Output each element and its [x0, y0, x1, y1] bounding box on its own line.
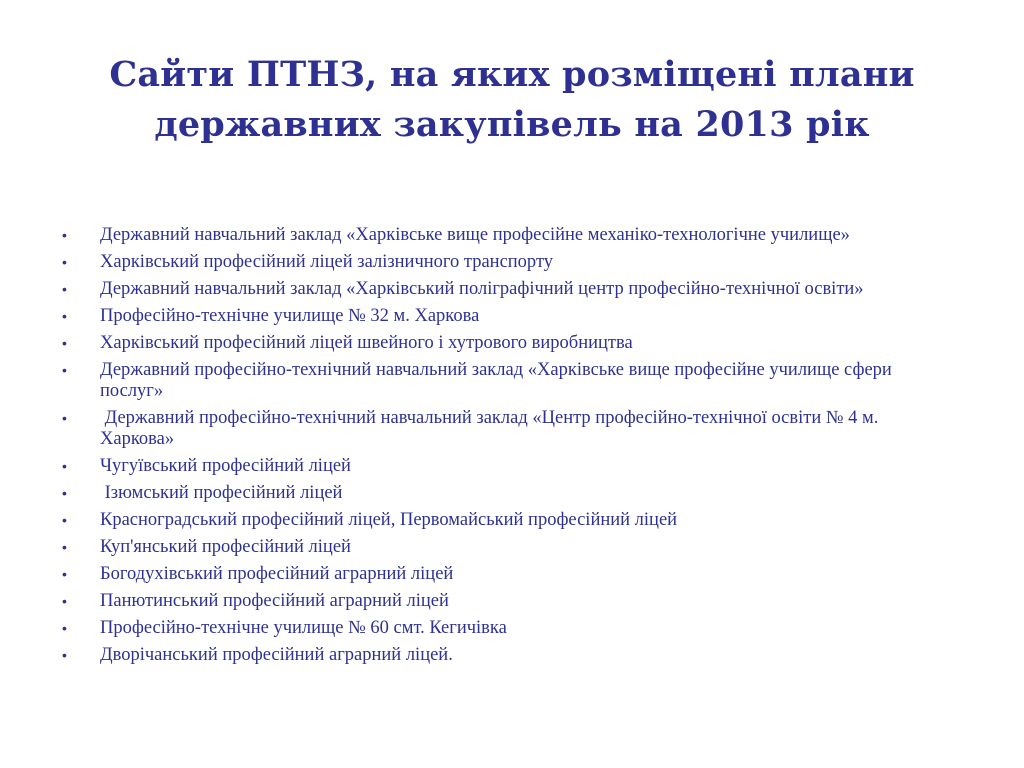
- bullet-icon: •: [62, 362, 67, 378]
- bullet-icon: •: [62, 512, 67, 528]
- bullet-icon: •: [62, 227, 67, 243]
- list-item: [60, 306, 940, 327]
- bullet-icon: •: [62, 410, 67, 426]
- institutions-list: [60, 225, 940, 672]
- list-item-text: Куп'янський професійний ліцей: [100, 537, 351, 557]
- list-item: [60, 645, 940, 666]
- list-item: [60, 564, 940, 585]
- slide-title: [60, 50, 964, 150]
- list-item-text: Чугуївський професійний ліцей: [100, 456, 351, 476]
- list-item: [60, 456, 940, 477]
- list-item-text: Панютинський професійний аграрний ліцей: [100, 591, 449, 611]
- slide-title-line-1: Сайти ПТНЗ, на яких розміщені плани: [109, 54, 915, 95]
- bullet-icon: •: [62, 458, 67, 474]
- list-item-text: Дворічанський професійний аграрний ліцей.: [100, 645, 453, 665]
- list-item-text: Харківський професійний ліцей швейного і хутрового виробництва: [100, 333, 633, 353]
- list-item: [60, 510, 940, 531]
- list-item: [60, 618, 940, 639]
- list-item: [60, 360, 940, 402]
- list-item: [60, 225, 940, 246]
- list-item: [60, 537, 940, 558]
- list-item-text: Богодухівський професійний аграрний ліцей: [100, 564, 454, 584]
- list-item-text: Державний професійно-технічний навчальний заклад «Харківське вище професійне училище сфери послуг»: [100, 360, 897, 401]
- bullet-icon: •: [62, 539, 67, 555]
- list-item: [60, 333, 940, 354]
- list-item-text: Державний навчальний заклад «Харківське вище професійне механіко-технологічне училище»: [100, 225, 850, 245]
- bullet-icon: •: [62, 620, 67, 636]
- list-item-text: Державний професійно-технічний навчальний заклад «Центр професійно-технічної освіти № 4 м. Харкова»: [100, 408, 883, 449]
- list-item-text: Професійно-технічне училище № 32 м. Харкова: [100, 306, 480, 326]
- list-item: [60, 279, 940, 300]
- list-item-text: Харківський професійний ліцей залізничного транспорту: [100, 252, 554, 272]
- list-item-text: Державний навчальний заклад «Харківський поліграфічний центр професійно-технічної освіти»: [100, 279, 864, 299]
- slide-title-line-2: державних закупівель на 2013 рік: [154, 104, 870, 145]
- bullet-icon: •: [62, 566, 67, 582]
- list-item-text: Красноградський професійний ліцей, Первомайський професійний ліцей: [100, 510, 678, 530]
- list-item-text: Професійно-технічне училище № 60 смт. Кегичівка: [100, 618, 507, 638]
- list-item: [60, 252, 940, 273]
- bullet-icon: •: [62, 308, 67, 324]
- list-item: [60, 408, 940, 450]
- bullet-icon: •: [62, 485, 67, 501]
- bullet-icon: •: [62, 335, 67, 351]
- list-item: [60, 591, 940, 612]
- bullet-icon: •: [62, 647, 67, 663]
- bullet-icon: •: [62, 593, 67, 609]
- bullet-icon: •: [62, 281, 67, 297]
- list-item-text: Ізюмський професійний ліцей: [100, 483, 343, 503]
- list-item: [60, 483, 940, 504]
- bullet-icon: •: [62, 254, 67, 270]
